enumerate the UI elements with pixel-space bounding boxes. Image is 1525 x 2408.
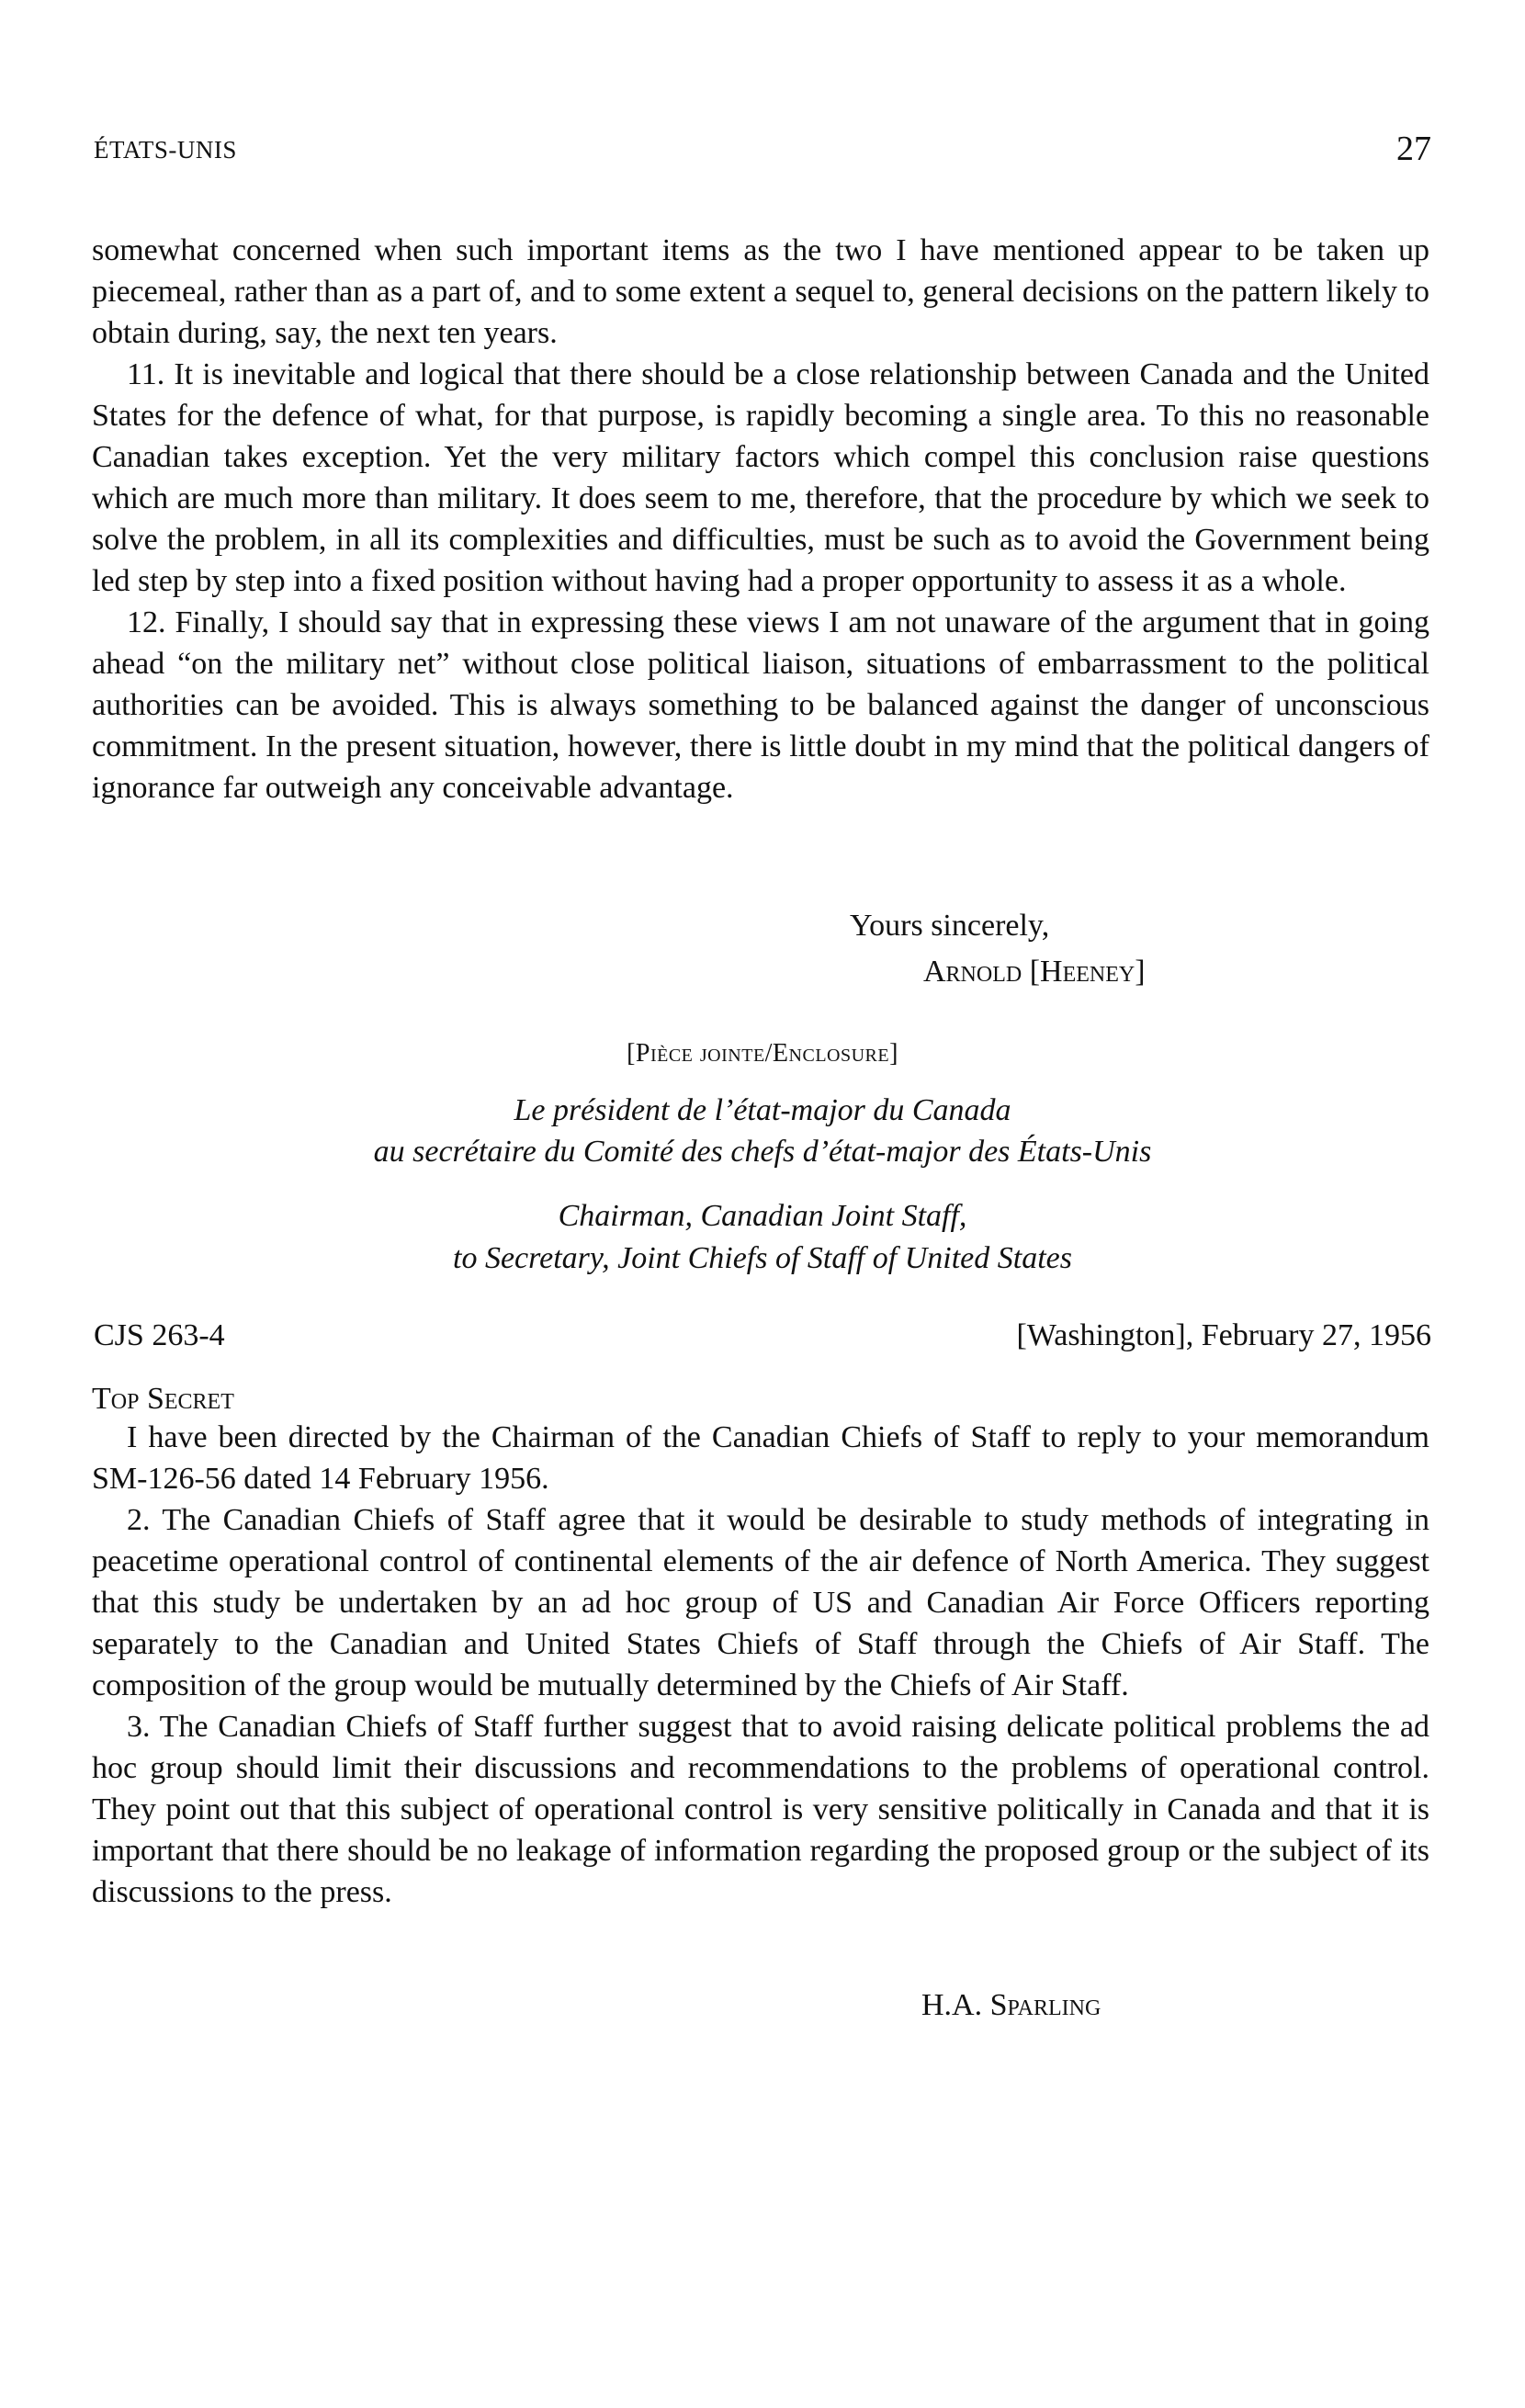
enclosure-label: [Pièce jointe/Enclosure]: [627, 1039, 898, 1068]
letter-closing: Yours sincerely,: [850, 909, 1050, 943]
classification-label: Top Secret: [92, 1382, 234, 1416]
document-title-fr-line2: au secrétaire du Comité des chefs d’état-major des États-Unis: [373, 1135, 1152, 1169]
memorandum-body: [92, 1417, 1429, 1913]
memo-signature: H.A. Sparling: [921, 1988, 1101, 2022]
paragraph-continuation: somewhat concerned when such important items as the two I have mentioned appear to be taken up piecemeal, rather than as a part of, and to some extent a sequel to, general decisions on the pattern likely to obtain during, say, the next ten years.: [92, 233, 1429, 350]
paragraph-11: 11. It is inevitable and logical that there should be a close relationship between Canada and the United States for the defence of what, for that purpose, is rapidly becoming a single area. To this no reasonable Canadian takes exception. Yet the very military factors which compel this conclusion raise questions which are much more than military. It does seem to me, therefore, that the procedure by which we seek to solve the problem, in all its complexities and difficulties, must be such as to avoid the Government being led step by step into a fixed position without having had a proper opportunity to assess it as a whole.: [92, 357, 1429, 598]
memo-paragraph-2: 2. The Canadian Chiefs of Staff agree that it would be desirable to study methods of integrating in peacetime operational control of continental elements of the air defence of North America. They suggest that this study be undertaken by an ad hoc group of US and Canadian Air Force Officers reporting separately to the Canadian and United States Chiefs of Staff through the Chiefs of Air Staff. The composition of the group would be mutually determined by the Chiefs of Air Staff.: [92, 1503, 1429, 1702]
letter-body: [92, 230, 1429, 808]
memo-paragraph-3: 3. The Canadian Chiefs of Staff further suggest that to avoid raising delicate political problems the ad hoc group should limit their discussions and recommendations to the problems of operational control. They point out that this subject of operational control is very sensitive politically in Canada and that it is important that there should be no leakage of information regarding the proposed group or the subject of its discussions to the press.: [92, 1710, 1429, 1909]
reference-line: [94, 1314, 1431, 1360]
paragraph-12: 12. Finally, I should say that in expressing these views I am not unaware of the argument that in going ahead “on the military net” without close political liaison, situations of embarrassment to the political authorities can be avoided. This is always something to be balanced against the danger of unconscious commitment. In the present situation, however, there is little doubt in my mind that the political dangers of ignorance far outweigh any conceivable advantage.: [92, 605, 1429, 805]
document-title-en-line2: to Secretary, Joint Chiefs of Staff of United States: [453, 1241, 1072, 1275]
document-title-en-line1: Chairman, Canadian Joint Staff,: [558, 1199, 967, 1233]
document-reference: CJS 263-4: [94, 1318, 225, 1352]
document-title-fr-line1: Le président de l’état-major du Canada: [514, 1093, 1011, 1127]
page-header: [94, 129, 1431, 173]
letter-signature: Arnold [Heeney]: [923, 955, 1146, 989]
memo-paragraph-1: I have been directed by the Chairman of the Canadian Chiefs of Staff to reply to your memorandum SM-126-56 dated 14 February 1956.: [92, 1420, 1429, 1496]
running-head: ÉTATS-UNIS: [94, 136, 237, 164]
place-date: [Washington], February 27, 1956: [1016, 1318, 1431, 1352]
page-number: 27: [1396, 130, 1431, 168]
